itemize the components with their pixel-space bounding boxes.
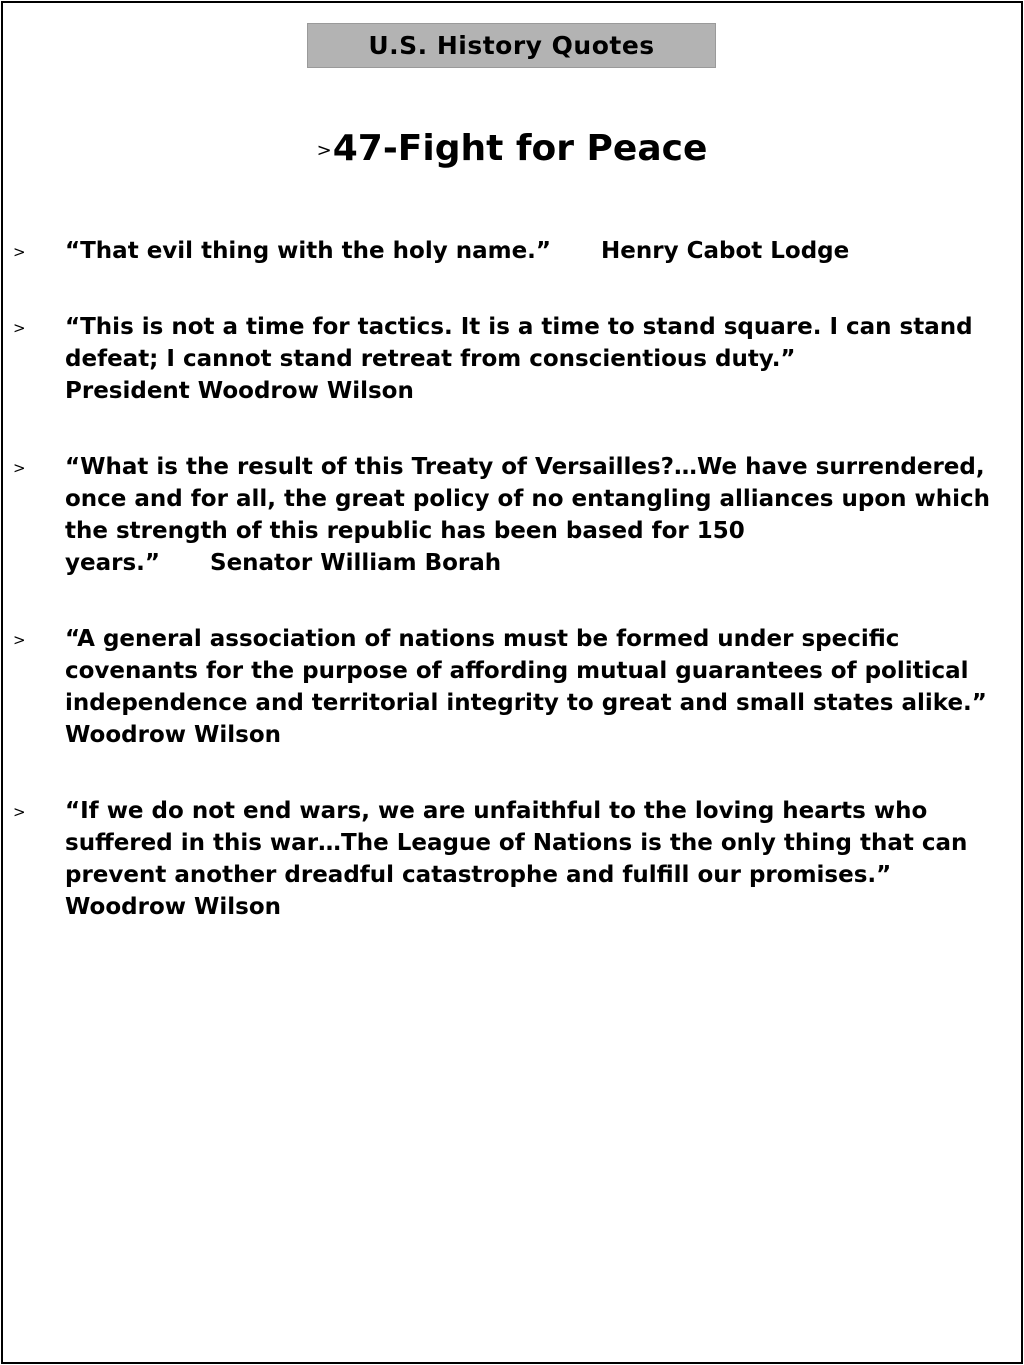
quote-text: “This is not a time for tactics. It is a time to stand square. I can stand defeat; I cannot stand retreat from conscientious duty.” [65, 314, 973, 372]
quote-list [0, 235, 1024, 967]
quote-attribution: Henry Cabot Lodge [601, 238, 850, 264]
quote-text: “What is the result of this Treaty of Versailles?…We have surrendered, once and for all, the great policy of no entangling alliances upon which the strength of this republic has been based for 150 years.” [65, 454, 991, 576]
quote-text: “That evil thing with the holy name.” [65, 238, 552, 264]
quote-item [0, 623, 1024, 751]
slide-title [0, 128, 1024, 169]
bullet-marker: > [13, 319, 26, 337]
quote-item [0, 795, 1024, 923]
quote-item [0, 235, 1024, 267]
quote-item [0, 311, 1024, 407]
slide-title-text: 47-Fight for Peace [332, 128, 708, 169]
quote-attribution: Woodrow Wilson [65, 722, 282, 748]
quote-attribution: President Woodrow Wilson [65, 378, 414, 404]
header-title: U.S. History Quotes [368, 31, 655, 60]
quote-item [0, 451, 1024, 579]
bullet-marker: > [13, 243, 26, 261]
quote-attribution: Woodrow Wilson [65, 894, 282, 920]
title-bullet-marker: > [316, 140, 332, 161]
quote-text: “A general association of nations must be formed under specific covenants for the purpose of affording mutual guarantees of political independence and territorial integrity to great and small states alike.” [65, 626, 987, 716]
bullet-marker: > [13, 803, 26, 821]
bullet-marker: > [13, 459, 26, 477]
header-banner [307, 23, 716, 68]
bullet-marker: > [13, 631, 26, 649]
quote-text: “If we do not end wars, we are unfaithful to the loving hearts who suffered in this war…The League of Nations is the only thing that can prevent another dreadful catastrophe and fulfill our promises.” [65, 798, 968, 888]
quote-attribution: Senator William Borah [210, 550, 502, 576]
